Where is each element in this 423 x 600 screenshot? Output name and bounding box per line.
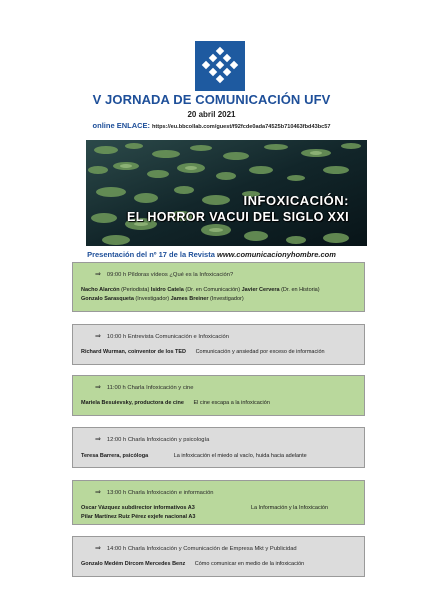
- speaker-line: Gonzalo Medém Dircom Mercedes Benz Cómo comunicar en medio de la infoxicación: [81, 561, 305, 567]
- presentation-line: [0, 250, 423, 259]
- magazine-website[interactable]: www.comunicacionyhombre.com: [216, 250, 336, 259]
- speaker-line: Oscar Vázquez subdirector informativos A3 La Información y la Infoxicación: [81, 505, 329, 511]
- arrow-icon: ⇒: [95, 436, 101, 443]
- session-heading: ⇒ 09:00 h Píldoras vídeos ¿Qué es la Infoxicación?: [95, 271, 234, 278]
- session-box-1000: [72, 324, 365, 365]
- speakers-line-1: Nacho Alarcón (Periodista) Isidro Catela (Dr. en Comunicación) Javier Cervera (Dr. en Historia): [81, 287, 320, 293]
- arrow-icon: ⇒: [95, 271, 101, 278]
- session-heading: ⇒ 11:00 h Charla Infoxicación y cine: [95, 384, 194, 391]
- session-heading: ⇒ 13:00 h Charla Infoxicación e información: [95, 489, 214, 496]
- online-link-line: [0, 121, 423, 130]
- session-box-1300: [72, 480, 365, 525]
- arrow-icon: ⇒: [95, 333, 101, 340]
- session-box-0900: [72, 262, 365, 312]
- banner-title-line1: INFOXICACIÓN:: [243, 193, 349, 208]
- session-heading: ⇒ 10:00 h Entrevista Comunicación e Infoxicación: [95, 333, 230, 340]
- session-heading: ⇒ 14:00 h Charla Infoxicación y Comunicación de Empresa Mkt y Publicidad: [95, 545, 297, 552]
- presentation-text: Presentación del nº 17 de la Revista: [87, 250, 215, 259]
- banner-image: [86, 140, 367, 246]
- event-date: 20 abril 2021: [187, 110, 236, 119]
- arrow-icon: ⇒: [95, 489, 101, 496]
- online-link[interactable]: https://eu.bbcollab.com/guest/f92fcde0ada74525b710463fbd43bc57: [152, 124, 331, 130]
- session-heading: ⇒ 12:00 h Charla Infoxicación y psicología: [95, 436, 210, 443]
- speaker-line-2: Pilar Martínez Ruiz Pérez exjefe nacional A3: [81, 514, 196, 520]
- event-title: V JORNADA DE COMUNICACIÓN UFV: [92, 92, 331, 107]
- session-box-1100: [72, 375, 365, 416]
- speaker-line: Richard Wurman, coinventor de los TED Comunicación y ansiedad por exceso de información: [81, 349, 325, 355]
- banner-title-line2: EL HORROR VACUI DEL SIGLO XXI: [126, 210, 349, 224]
- speakers-line-2: Gonzalo Sarasqueta (Investigador) James Breiner (Investigador): [81, 296, 244, 302]
- ufv-logo: [195, 41, 245, 91]
- session-box-1400: [72, 536, 365, 577]
- speaker-line: Teresa Barrera, psicóloga La infoxicación el miedo al vacío, huida hacia adelante: [81, 453, 307, 459]
- arrow-icon: ⇒: [95, 384, 101, 391]
- session-box-1200: [72, 427, 365, 468]
- link-label: online ENLACE:: [92, 121, 151, 130]
- speaker-line: Mariela Besuievsky, productora de cine El cine escapa a la infoxicación: [81, 400, 270, 406]
- arrow-icon: ⇒: [95, 545, 101, 552]
